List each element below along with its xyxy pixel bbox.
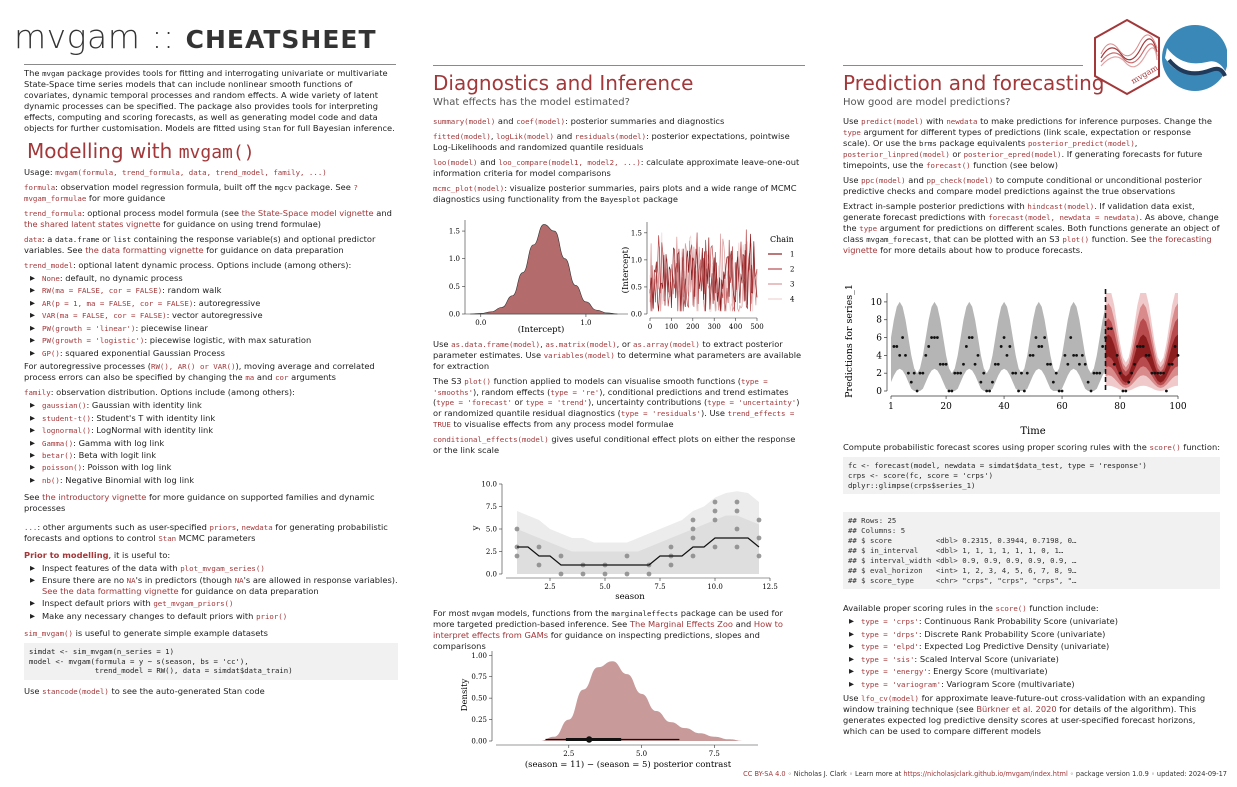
list-item: ▶ PW(growth = 'linear'): piecewise linear	[30, 323, 398, 334]
observation-point	[1110, 327, 1113, 330]
tick-label: 1	[888, 402, 894, 412]
observation-point	[1084, 363, 1087, 366]
data-point	[581, 572, 586, 577]
tick-label: 7.5	[485, 503, 497, 511]
introductory-vignette-link[interactable]: the introductory vignette	[42, 491, 147, 502]
observation-point	[997, 363, 1000, 366]
tick-label: 5.0	[485, 525, 497, 534]
tick-label: 0.00	[471, 737, 487, 746]
col3-rule	[843, 65, 1083, 66]
x-axis-label: season	[615, 592, 645, 602]
data-point	[625, 554, 630, 559]
tick-label: 2	[876, 369, 882, 380]
observation-point	[939, 363, 942, 366]
observation-point	[1168, 363, 1171, 366]
observation-point	[1023, 390, 1026, 393]
observation-point	[930, 336, 933, 339]
observation-point	[977, 354, 980, 357]
legend-label: 3	[790, 280, 795, 289]
observation-point	[1049, 363, 1052, 366]
trend-formula-arg: trend_formula: optional process model formula (see the State-Space model vignette and the shared latent states vignette for guidance on using trend formulae)	[24, 208, 392, 230]
observation-point	[1124, 390, 1127, 393]
page-title: mvgam :: CHEATSHEET	[14, 17, 377, 56]
diagnostics-subtitle: What effects has the model estimated?	[433, 97, 630, 108]
observation-point	[1151, 372, 1154, 375]
list-item: ▶ RW(ma = FALSE, cor = FALSE): random walk	[30, 285, 398, 296]
ar-note: For autoregressive processes (RW(), AR() or VAR()), moving average and correlated process errors can also be specified by changing the ma and cor arguments	[24, 361, 375, 383]
observation-point	[959, 372, 962, 375]
intercept-density-chart	[433, 212, 633, 336]
intro-paragraph: The mvgam package provides tools for fitting and interrogating univariate or multivariate State-Space time series models that can include nonlinear smooth functions of covariates, dynamic temporal processes and random effects. A wide variety of latent dynamic processes can be specified. The package also provides tools for interpreting effects, computing and scoring forecasts, as well as generating model code and data objects for further customisation. Models are fitted using Stan for full Bayesian inference.	[24, 68, 395, 133]
list-item: ▶ Gamma(): Gamma with log link	[30, 438, 398, 449]
data-point	[735, 527, 740, 532]
observation-point	[1046, 363, 1049, 366]
tick-label: 400	[728, 323, 743, 331]
tick-label: 20	[940, 402, 952, 412]
observation-point	[919, 372, 922, 375]
list-item: ▶ lognormal(): LogNormal with identity link	[30, 425, 398, 436]
data-point	[647, 572, 652, 577]
data-point	[559, 572, 564, 577]
pred-p6: Use lfo_cv(model) for approximate leave-future-out cross-validation with an expanding window training technique (see Bürkner et al. 2020 for details of the algorithm). This generates expected log predictive density scores at user-specified forecast horizons, which can be used to compare different models	[843, 693, 1206, 737]
diag-p6: The S3 plot() function applied to models can visualise smooth functions (type = 'smooths'), random effects (type = 're'), conditional predictions and trend estimates (type = 'forecast' or type = 'trend'), uncertainty contributions (type = 'uncertainty') or randomized quantile residual diagnostics (type = 'residuals'). Use trend_effects = TRUE to visualise effects from any process model formulae	[433, 375, 800, 430]
tick-label: 0	[647, 323, 653, 331]
list-item: ▶ Inspect features of the data with plot_mvgam_series()	[30, 563, 398, 574]
trace-plot-chart	[620, 212, 805, 336]
observation-point	[1011, 372, 1014, 375]
observation-point	[1130, 372, 1133, 375]
observation-point	[1095, 372, 1098, 375]
diag-p3: loo(model) and loo_compare(model1, model2, ...): calculate approximate leave-one-out information criteria for model comparisons	[433, 157, 800, 178]
list-item: ▶ type = 'sis': Scaled Interval Score (univariate)	[849, 654, 1220, 665]
hindcast-interval	[891, 302, 1106, 391]
data-point	[713, 509, 718, 514]
observation-point	[1029, 354, 1032, 357]
formula-arg: formula: observation model regression formula, built off the mgcv package. See ?mvgam_formulae for more guidance	[24, 182, 358, 204]
y-axis-label: Predictions for series_1	[844, 284, 855, 398]
list-item: ▶ Inspect default priors with get_mvgam_priors()	[30, 598, 398, 609]
list-item: ▶ type = 'elpd': Expected Log Predictive Density (univariate)	[849, 641, 1220, 652]
observation-point	[1148, 354, 1151, 357]
observation-point	[907, 372, 910, 375]
prediction-subtitle: How good are model predictions?	[843, 97, 1011, 108]
observation-point	[895, 345, 898, 348]
tick-label: 10.0	[481, 480, 497, 489]
observation-point	[901, 336, 904, 339]
data-point	[537, 545, 542, 550]
observation-point	[1107, 327, 1110, 330]
tick-label: 0.5	[448, 282, 460, 291]
data-point	[559, 554, 564, 559]
observation-point	[1075, 354, 1078, 357]
observation-point	[1093, 372, 1096, 375]
tick-label: 300	[707, 323, 721, 331]
legend-label: 2	[790, 265, 795, 274]
data-point	[669, 563, 674, 568]
observation-point	[971, 336, 974, 339]
tick-label: 1.00	[471, 651, 487, 660]
list-item: ▶ betar(): Beta with logit link	[30, 450, 398, 461]
observation-point	[950, 390, 953, 393]
diag-p4: mcmc_plot(model): visualize posterior summaries, pairs plots and a wide range of MCMC diagnostics using functionality from the Bayesplot package	[433, 182, 797, 204]
list-item: ▶ GP(): squared exponential Gaussian Process	[30, 348, 398, 359]
observation-point	[927, 345, 930, 348]
pred-p3: Extract in-sample posterior predictions with hindcast(model). If validation data exist, generate forecast predictions with forecast(model, newdata = newdata). As above, change the type argument for predictions on different scales. Both functions generate an object of class mvgam_forecast, that can be plotted with an S3 plot() function. See the forecasting vignette for more details about how to produce forecasts.	[843, 200, 1220, 255]
observation-point	[1061, 390, 1064, 393]
observation-point	[916, 390, 919, 393]
observation-point	[1040, 345, 1043, 348]
observation-point	[898, 354, 901, 357]
pred-p4: Compute probabilistic forecast scores using proper scoring rules with the score() function:	[843, 442, 1220, 452]
observation-point	[1072, 354, 1075, 357]
tick-label: 10.0	[707, 583, 723, 591]
observation-point	[1153, 372, 1156, 375]
forecast-chart	[843, 283, 1193, 438]
data-point	[713, 500, 718, 505]
usage-line: Usage: mvgam(formula, trend_formula, data, trend_model, family, ...)	[24, 167, 327, 178]
tick-label: 2.5	[485, 548, 497, 556]
observation-point	[1008, 345, 1011, 348]
data-point	[691, 554, 696, 559]
observation-point	[991, 381, 994, 384]
glimpse-output-block: ## Rows: 25 ## Columns: 5 ## $ score <dbl> 0.2315, 0.3944, 0.7198, 0… ## $ in_interval <dbl> 1, 1, 1, 1, 1, 1, 0, 1… ## $ interval_width <dbl> 0.9, 0.9, 0.9, 0.9, 0.9, … ## $ eval_horizon <int> 1, 2, 3, 4, 5, 6, 7, 8, 9… ## $ score_type <chr> "crps", "crps", "crps", "…	[843, 512, 1220, 589]
observation-point	[921, 372, 924, 375]
pred-p2: Use ppc(model) and pp_check(model) to compute conditional or unconditional posterior predictive checks and compare model predictions against the true observations	[843, 174, 1202, 196]
license-link[interactable]: CC BY-SA 4.0	[743, 770, 786, 778]
observation-point	[1017, 390, 1020, 393]
tick-label: 0.75	[471, 673, 487, 682]
footer: CC BY-SA 4.0 ◦ Nicholas J. Clark ◦ Learn more at https://nicholasjclark.github.io/mvgam/index.html ◦ package version 1.0.9 ◦ updated: 2024-09-17	[743, 770, 1227, 778]
legend-title: Chain	[770, 235, 794, 244]
list-item: ▶ poisson(): Poisson with log link	[30, 462, 398, 473]
trend-model-list	[30, 273, 398, 359]
marginal-effects-zoo-link[interactable]: The Marginal Effects Zoo	[629, 618, 734, 629]
observation-point	[1116, 354, 1119, 357]
tick-label: 0.0	[448, 310, 460, 319]
tick-label: 0.5	[630, 283, 642, 292]
observation-point	[1066, 363, 1069, 366]
list-item: ▶ type = 'crps': Continuous Rank Probability Score (univariate)	[849, 616, 1220, 627]
contrast-density-area	[540, 661, 744, 741]
observation-point	[1156, 372, 1159, 375]
observation-point	[1058, 390, 1061, 393]
tick-label: 8	[876, 315, 882, 326]
observation-point	[974, 363, 977, 366]
pred-p5: Available proper scoring rules in the score() function include:	[843, 603, 1099, 614]
pred-p1: Use predict(model) with newdata to make predictions for inference purposes. Change the type argument for different types of predictions (link scale, expectation or response scale). Or use the brms package equivalents posterior_predict(model), posterior_linpred(model) or posterior_epred(model). If generating forecasts for future timepoints, use the forecast() function (see below)	[843, 116, 1212, 170]
observation-point	[1087, 381, 1090, 384]
state-space-vignette-link[interactable]: the State-Space model vignette	[241, 208, 374, 219]
data-point	[757, 554, 762, 559]
diag-p5: Use as.data.frame(model), as.matrix(model), or as.array(model) to extract posterior parameter estimates. Use variables(model) to determine what parameters are available for extraction	[433, 338, 802, 371]
tick-label: 1.0	[630, 256, 642, 265]
diag-p2: fitted(model), logLik(model) and residuals(model): posterior expectations, pointwise Log-Likelihoods and randomized quantile residuals	[433, 131, 790, 153]
list-item: ▶ VAR(ma = FALSE, cor = FALSE): vector autoregressive	[30, 310, 398, 321]
data-point	[691, 518, 696, 523]
observation-point	[1006, 354, 1009, 357]
hex-logo-text: mvgam	[1129, 63, 1160, 86]
prior-list	[30, 563, 398, 622]
tick-label: 1.0	[448, 255, 460, 264]
tick-label: 0.50	[471, 694, 487, 703]
observation-point	[936, 336, 939, 339]
stancode-note: Use stancode(model) to see the auto-generated Stan code	[24, 686, 265, 697]
list-item: ▶ type = 'variogram': Variogram Score (multivariate)	[849, 679, 1220, 690]
list-item: ▶ type = 'energy': Energy Score (multivariate)	[849, 666, 1220, 677]
tick-label: 60	[1056, 402, 1068, 412]
observation-point	[1101, 345, 1104, 348]
y-axis-label: (Intercept)	[621, 246, 631, 294]
observation-point	[1113, 363, 1116, 366]
tick-label: 0.0	[630, 310, 642, 319]
legend-label: 4	[790, 295, 795, 304]
observation-point	[982, 372, 985, 375]
conditional-effects-chart	[470, 478, 780, 603]
tick-label: 7.5	[708, 750, 720, 758]
website-link[interactable]: https://nicholasjclark.github.io/mvgam/index.html	[903, 770, 1068, 778]
data-point	[691, 536, 696, 541]
tick-label: 500	[750, 323, 764, 331]
observation-point	[965, 345, 968, 348]
tick-label: 5.0	[599, 583, 611, 591]
list-item: ▶ PW(growth = 'logistic'): piecewise logistic, with max saturation	[30, 335, 398, 346]
sim-mvgam-note: sim_mvgam() is useful to generate simple example datasets	[24, 627, 268, 638]
observation-point	[1020, 372, 1023, 375]
data-point	[735, 509, 740, 514]
observation-point	[1003, 336, 1006, 339]
tick-label: 200	[686, 323, 700, 331]
tick-label: 1.0	[580, 319, 592, 327]
list-item: ▶ gaussian(): Gaussian with identity link	[30, 400, 398, 411]
dots-arg: ...: other arguments such as user-specified priors, newdata for generating probabilistic forecasts and options to control Stan MCMC parameters	[24, 521, 388, 543]
prediction-heading: Prediction and forecasting	[843, 71, 1105, 95]
data-point	[515, 554, 520, 559]
data-point	[603, 572, 608, 577]
data-point	[735, 545, 740, 550]
observation-point	[1037, 345, 1040, 348]
score-code-block: fc <- forecast(model, newdata = simdat$data_test, type = 'response') crps <- score(fc, score = 'crps') dplyr::glimpse(crps$series_1)	[843, 457, 1220, 495]
score-list	[849, 616, 1220, 689]
data-point	[625, 572, 630, 577]
tick-label: 7.5	[654, 583, 666, 591]
interpret-gams-link[interactable]: How to interpret effects from GAMs	[433, 618, 783, 640]
diag-p7: conditional_effects(model) gives useful conditional effect plots on either the response or the link scale	[433, 434, 796, 456]
observation-point	[1064, 354, 1067, 357]
data-point	[691, 527, 696, 532]
col2-rule	[433, 65, 805, 66]
observation-point	[924, 354, 927, 357]
diagnostics-heading: Diagnostics and Inference	[433, 71, 694, 95]
observation-point	[1122, 390, 1125, 393]
legend-label: 1	[790, 250, 795, 259]
observation-point	[1069, 336, 1072, 339]
example-code-block: simdat <- sim_mvgam(n_series = 1) model <- mvgam(formula = y ~ s(season, bs = 'cc'), trend_model = RW(), data = simdat$data_train)	[24, 643, 398, 681]
observation-point	[1026, 372, 1029, 375]
data-point	[515, 527, 520, 532]
x-axis-label: (Intercept)	[517, 325, 565, 335]
y-axis-label: Density	[460, 678, 470, 712]
x-axis-label: (season = 11) − (season = 5) posterior contrast	[524, 760, 732, 770]
tick-label: 80	[1114, 402, 1126, 412]
observation-point	[1136, 345, 1139, 348]
list-item: ▶ nb(): Negative Binomial with log link	[30, 475, 398, 486]
observation-point	[913, 372, 916, 375]
observation-point	[1171, 363, 1174, 366]
tick-label: 2.5	[544, 583, 556, 591]
family-arg: family: observation distribution. Options include (among others):	[24, 387, 295, 398]
burkner-link[interactable]: Bürkner et al. 2020	[976, 704, 1057, 715]
data-point	[537, 563, 542, 568]
observation-point	[968, 336, 971, 339]
list-item: ▶ Ensure there are no NA's in predictors (though NA's are allowed in response variables). See the data formatting vignette for guidance on data preparation	[30, 575, 398, 597]
observation-point	[985, 390, 988, 393]
observation-point	[1177, 354, 1180, 357]
observation-point	[1055, 372, 1058, 375]
observation-point	[1133, 363, 1136, 366]
x-axis-label: Time	[1020, 426, 1046, 437]
observation-point	[953, 372, 956, 375]
observation-point	[1119, 372, 1122, 375]
observation-point	[1142, 345, 1145, 348]
observation-point	[948, 390, 951, 393]
data-point	[735, 500, 740, 505]
tick-label: 5.0	[635, 750, 648, 758]
point-estimate	[586, 736, 592, 742]
prior-heading: Prior to modelling, it is useful to:	[24, 549, 171, 560]
observation-point	[1145, 354, 1148, 357]
tick-label: 10	[870, 297, 882, 308]
list-item: ▶ None: default, no dynamic process	[30, 273, 398, 284]
observation-point	[988, 390, 991, 393]
observation-point	[1014, 372, 1017, 375]
data-point	[713, 518, 718, 523]
tick-label: 6	[876, 333, 882, 344]
observation-point	[1078, 363, 1081, 366]
observation-point	[1035, 336, 1038, 339]
tick-label: 1.5	[448, 227, 460, 236]
tick-label: 40	[998, 402, 1010, 412]
tick-label: 0.25	[471, 716, 487, 725]
observation-point	[945, 363, 948, 366]
density-area	[470, 224, 617, 314]
list-item: ▶ student-t(): Student's T with identity link	[30, 413, 398, 424]
observation-point	[962, 363, 965, 366]
diag-p1: summary(model) and coef(model): posterior summaries and diagnostics	[433, 116, 725, 127]
tick-label: 0.0	[475, 319, 487, 327]
tick-label: 100	[664, 323, 679, 331]
tick-label: 0.0	[485, 570, 497, 579]
data-formatting-vignette-link[interactable]: the data formatting vignette	[85, 245, 204, 256]
observation-point	[1032, 354, 1035, 357]
observation-point	[1139, 345, 1142, 348]
observation-point	[1052, 381, 1055, 384]
observation-point	[1043, 336, 1046, 339]
observation-point	[1000, 345, 1003, 348]
observation-point	[1162, 372, 1165, 375]
modelling-heading: Modelling with mvgam()	[27, 138, 255, 163]
data-point	[757, 536, 762, 541]
tick-label: 100	[1169, 402, 1187, 412]
column-prediction-lower	[843, 442, 1220, 741]
column-modelling	[24, 68, 398, 701]
tick-label: 1.5	[630, 229, 642, 238]
observation-point	[1159, 372, 1162, 375]
posterior-contrast-chart	[458, 645, 778, 770]
y-axis-label: y	[471, 525, 481, 531]
observation-point	[1174, 345, 1177, 348]
title-rule	[24, 64, 396, 65]
column-prediction	[843, 72, 1220, 259]
tick-label: 4	[876, 351, 882, 362]
forecasting-vignette-link[interactable]: the forecasting vignette	[843, 233, 1212, 255]
data-point	[757, 518, 762, 523]
see-introductory: See the introductory vignette for more guidance on supported families and dynamic processes	[24, 491, 375, 513]
observation-point	[910, 381, 913, 384]
observation-point	[942, 363, 945, 366]
observation-point	[1165, 390, 1168, 393]
observation-point	[1127, 381, 1130, 384]
observation-point	[892, 345, 895, 348]
data-point	[713, 545, 718, 550]
observation-point	[904, 354, 907, 357]
data-formatting-vignette-link[interactable]: See the data formatting vignette	[42, 585, 179, 596]
tick-label: 2.5	[563, 750, 575, 758]
trend-model-arg: trend_model: optional latent dynamic process. Options include (among others):	[24, 259, 352, 270]
tick-label: 12.5	[762, 583, 778, 591]
family-list	[30, 400, 398, 486]
observation-point	[1098, 372, 1101, 375]
data-point	[669, 545, 674, 550]
observation-point	[956, 372, 959, 375]
shared-states-vignette-link[interactable]: the shared latent states vignette	[24, 219, 161, 230]
observation-point	[994, 363, 997, 366]
observation-point	[979, 381, 982, 384]
diag-p8: For most mvgam models, functions from the marginaleffects package can be used for more targeted prediction-based inference. See The Marginal Effects Zoo and How to interpret effects from GAMs for guidance on inspecting predictions, slopes and comparisons	[433, 608, 783, 651]
formulae-help-link[interactable]: ?mvgam_formulae	[24, 183, 358, 204]
observation-point	[1090, 390, 1093, 393]
list-item: ▶ Make any necessary changes to default priors with prior()	[30, 611, 398, 622]
observation-point	[1104, 336, 1107, 339]
list-item: ▶ type = 'drps': Discrete Rank Probability Score (univariate)	[849, 629, 1220, 640]
observation-point	[933, 336, 936, 339]
data-arg: data: a data.frame or list containing the response variable(s) and optional predictor variables. See the data formatting vignette for guidance on data preparation	[24, 234, 376, 256]
tick-label: 0	[876, 387, 882, 397]
observation-point	[1081, 354, 1084, 357]
list-item: ▶ AR(p = 1, ma = FALSE, cor = FALSE): autoregressive	[30, 298, 398, 309]
